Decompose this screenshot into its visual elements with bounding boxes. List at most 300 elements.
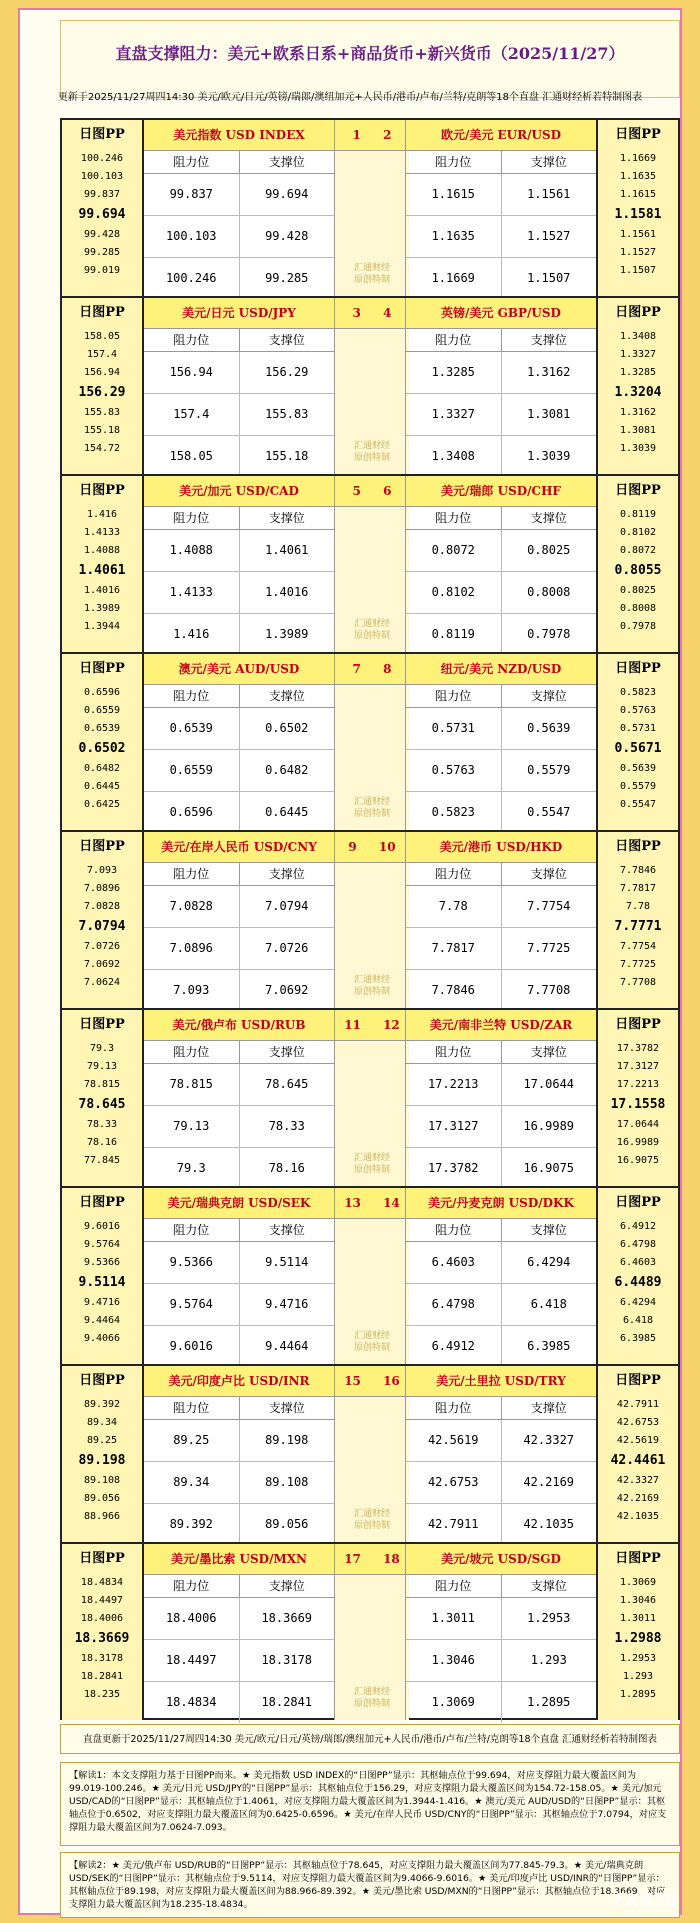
pp-level-value: 1.3011 [619, 1613, 657, 1624]
watermark-text [335, 1152, 409, 1176]
pair-table [405, 298, 596, 474]
pp-level-value: 7.7754 [619, 941, 657, 952]
support-value: 17.0644 [523, 1077, 575, 1091]
pair-table [144, 654, 335, 830]
support-value: 1.4016 [265, 585, 309, 599]
pivot-point-value: 0.5671 [614, 741, 662, 756]
resistance-value: 0.6539 [144, 708, 240, 749]
pp-level-value: 99.428 [83, 229, 121, 240]
daily-pp-header: 日图PP [615, 305, 661, 320]
resistance-value: 1.1635 [406, 216, 502, 257]
support-value: 89.056 [265, 1517, 309, 1531]
support-value: 42.2169 [523, 1475, 575, 1489]
resistance-value: 42.7911 [406, 1504, 502, 1545]
support-header: 支撑位 [530, 333, 567, 347]
level-row [144, 436, 334, 477]
pair-block [60, 1364, 680, 1542]
daily-pp-header: 日图PP [79, 661, 125, 676]
pp-level-value: 1.1615 [619, 189, 657, 200]
resistance-value: 9.5764 [144, 1284, 240, 1325]
pair-block [60, 1186, 680, 1364]
support-value: 7.0794 [265, 899, 309, 913]
daily-pp-header: 日图PP [615, 483, 661, 498]
pp-level-value: 18.235 [83, 1689, 121, 1700]
block-numbers: 11 12 [335, 1010, 409, 1041]
daily-pp-column [62, 1544, 144, 1720]
pp-level-value: 89.392 [83, 1399, 121, 1410]
level-row [144, 1598, 334, 1640]
support-header: 支撑位 [268, 1579, 305, 1593]
support-value: 1.1561 [527, 187, 571, 201]
support-value: 99.428 [265, 229, 309, 243]
level-row [144, 572, 334, 614]
pp-level-value: 7.093 [86, 865, 118, 876]
resistance-value: 0.8119 [406, 614, 502, 655]
pair-block [60, 474, 680, 652]
watermark-text [335, 262, 409, 286]
pair-table [144, 1544, 335, 1720]
resistance-value: 1.3408 [406, 436, 502, 477]
level-row [144, 614, 334, 655]
support-header: 支撑位 [530, 511, 567, 525]
pp-level-value: 9.4464 [83, 1315, 121, 1326]
level-row [406, 530, 596, 572]
level-row [144, 1420, 334, 1462]
support-value: 9.4716 [265, 1297, 309, 1311]
watermark-text [335, 796, 409, 820]
support-header: 支撑位 [530, 1401, 567, 1415]
pair-block [60, 1542, 680, 1720]
pp-level-value: 0.6539 [83, 723, 121, 734]
pair-title: 美元/印度卢比 USD/INR [144, 1366, 334, 1397]
support-header: 支撑位 [268, 511, 305, 525]
resistance-value: 79.3 [144, 1148, 240, 1189]
chart-frame [18, 8, 682, 1915]
support-value: 0.6482 [265, 763, 309, 777]
interpretation-note-1: 【解读1：本文支撑阻力基于日图PP而来。★ 美元指数 USD INDEX的“日图PP”显示：其枢轴点位于99.694，对应支撑阻力最大覆盖区间为99.019-100.246。★ 美元/日元 USD/JPY的“日图PP”显示：其枢轴点位于156.29，对应支撑阻力最大覆盖区间为154.72-158.05。★ 美元/加元 USD/CAD的“日图PP”显示：其枢轴点位于1.4061，对应支撑阻力最大覆盖区间为1.3944-1.416。★ 澳元/美元 AUD/USD的“日图PP”显示：其枢轴点位于0.6502，对应支撑阻力最大覆盖区间为0.6425-0.6596。★ 美元/在岸人民币 USD/CNY的“日图PP”显示：其枢轴点位于7.0794，对应支撑阻力最大覆盖区间为7.0624-7.093。 [60, 1762, 680, 1846]
daily-pp-column [62, 832, 144, 1008]
resistance-header: 阻力位 [144, 685, 240, 707]
level-header-row [144, 1575, 334, 1598]
level-row [406, 1420, 596, 1462]
watermark-text [335, 1330, 409, 1354]
pp-level-value: 1.3046 [619, 1595, 657, 1606]
pp-level-value: 1.1561 [619, 229, 657, 240]
level-row [144, 928, 334, 970]
level-row [406, 258, 596, 299]
block-numbers: 17 18 [335, 1544, 409, 1575]
pair-table [144, 832, 335, 1008]
pair-table [144, 298, 335, 474]
level-row [144, 1682, 334, 1723]
resistance-header: 阻力位 [144, 1575, 240, 1597]
support-value: 0.8025 [527, 543, 571, 557]
resistance-value: 157.4 [144, 394, 240, 435]
level-row [406, 1064, 596, 1106]
brand-watermark: FX678 [614, 1890, 678, 1911]
pivot-point-value: 42.4461 [610, 1453, 666, 1468]
support-value: 1.3989 [265, 627, 309, 641]
pp-level-value: 16.9989 [616, 1137, 660, 1148]
watermark-line-2: 原创特制 [353, 1521, 390, 1531]
daily-pp-column [62, 1366, 144, 1542]
pp-level-value: 78.33 [86, 1119, 118, 1130]
pivot-point-value: 1.3204 [614, 385, 662, 400]
pp-level-value: 1.3162 [619, 407, 657, 418]
block-numbers: 3 4 [335, 298, 409, 329]
support-header: 支撑位 [268, 1401, 305, 1415]
support-header: 支撑位 [530, 155, 567, 169]
pp-level-value: 18.4497 [80, 1595, 124, 1606]
pp-level-value: 17.3782 [616, 1043, 660, 1054]
daily-pp-header: 日图PP [79, 127, 125, 142]
pair-table [405, 476, 596, 652]
support-value: 1.2953 [527, 1611, 571, 1625]
pp-level-value: 42.3327 [616, 1475, 660, 1486]
support-header: 支撑位 [268, 1223, 305, 1237]
watermark-line-2: 原创特制 [353, 1699, 390, 1709]
resistance-value: 79.13 [144, 1106, 240, 1147]
daily-pp-header: 日图PP [615, 1551, 661, 1566]
pivot-point-value: 17.1558 [610, 1097, 666, 1112]
watermark-line-1: 汇通财经 [353, 619, 390, 629]
watermark-line-2: 原创特制 [353, 809, 390, 819]
pp-level-value: 42.7911 [616, 1399, 660, 1410]
daily-pp-header: 日图PP [615, 1373, 661, 1388]
pp-level-value: 7.0692 [83, 959, 121, 970]
daily-pp-column [62, 476, 144, 652]
pp-level-value: 79.3 [89, 1043, 115, 1054]
watermark-line-1: 汇通财经 [353, 797, 390, 807]
support-header: 支撑位 [530, 1223, 567, 1237]
level-row [144, 394, 334, 436]
support-value: 1.3039 [527, 449, 571, 463]
resistance-header: 阻力位 [406, 1219, 502, 1241]
block-numbers: 1 2 [335, 120, 409, 151]
resistance-value: 78.815 [144, 1064, 240, 1105]
pp-level-value: 1.3408 [619, 331, 657, 342]
resistance-header: 阻力位 [144, 1041, 240, 1063]
daily-pp-header: 日图PP [79, 1017, 125, 1032]
level-header-row [406, 507, 596, 530]
resistance-header: 阻力位 [406, 1041, 502, 1063]
pp-level-value: 1.3039 [619, 443, 657, 454]
pp-level-value: 7.7846 [619, 865, 657, 876]
resistance-value: 42.5619 [406, 1420, 502, 1461]
support-value: 7.0692 [265, 983, 309, 997]
resistance-header: 阻力位 [406, 507, 502, 529]
level-row [144, 1284, 334, 1326]
level-header-row [144, 1397, 334, 1420]
resistance-value: 7.0828 [144, 886, 240, 927]
pivot-point-value: 0.6502 [78, 741, 126, 756]
pp-level-value: 18.4006 [80, 1613, 124, 1624]
resistance-value: 7.7817 [406, 928, 502, 969]
pivot-point-value: 1.2988 [614, 1631, 662, 1646]
support-header: 支撑位 [268, 1045, 305, 1059]
pp-level-value: 0.5763 [619, 705, 657, 716]
watermark-text [335, 440, 409, 464]
resistance-value: 100.246 [144, 258, 240, 299]
support-header: 支撑位 [530, 867, 567, 881]
pp-level-value: 1.293 [622, 1671, 654, 1682]
pp-level-value: 9.6016 [83, 1221, 121, 1232]
pair-title: 欧元/美元 EUR/USD [406, 120, 596, 151]
pair-title: 纽元/美元 NZD/USD [406, 654, 596, 685]
daily-pp-column [596, 832, 678, 1008]
pp-level-value: 9.5366 [83, 1257, 121, 1268]
block-numbers: 7 8 [335, 654, 409, 685]
resistance-value: 18.4006 [144, 1598, 240, 1639]
pair-block [60, 296, 680, 474]
pp-level-value: 88.966 [83, 1511, 121, 1522]
pp-level-value: 0.5639 [619, 763, 657, 774]
resistance-value: 89.34 [144, 1462, 240, 1503]
level-header-row [406, 151, 596, 174]
support-value: 7.0726 [265, 941, 309, 955]
support-header: 支撑位 [268, 689, 305, 703]
support-value: 6.3985 [527, 1339, 571, 1353]
resistance-value: 6.4603 [406, 1242, 502, 1283]
pp-level-value: 0.5547 [619, 799, 657, 810]
support-value: 0.5639 [527, 721, 571, 735]
level-row [406, 708, 596, 750]
level-row [144, 1326, 334, 1367]
pp-level-value: 89.108 [83, 1475, 121, 1486]
watermark-line-2: 原创特制 [353, 1165, 390, 1175]
pp-level-value: 1.2953 [619, 1653, 657, 1664]
pp-level-value: 18.2841 [80, 1671, 124, 1682]
pair-title: 美元/丹麦克朗 USD/DKK [406, 1188, 596, 1219]
block-number-column [335, 120, 409, 296]
level-header-row [406, 329, 596, 352]
watermark-text [335, 1686, 409, 1710]
pp-level-value: 1.3944 [83, 621, 121, 632]
pair-title: 英镑/美元 GBP/USD [406, 298, 596, 329]
level-row [406, 1682, 596, 1723]
watermark-line-1: 汇通财经 [353, 441, 390, 451]
pivot-point-value: 7.7771 [614, 919, 662, 934]
pair-title: 美元/日元 USD/JPY [144, 298, 334, 329]
block-number-column [335, 1010, 409, 1186]
pp-level-value: 0.8072 [619, 545, 657, 556]
pp-level-value: 7.0726 [83, 941, 121, 952]
resistance-value: 0.8072 [406, 530, 502, 571]
pp-level-value: 18.4834 [80, 1577, 124, 1588]
resistance-value: 17.2213 [406, 1064, 502, 1105]
resistance-header: 阻力位 [406, 329, 502, 351]
pair-title: 美元/墨比索 USD/MXN [144, 1544, 334, 1575]
resistance-value: 7.0896 [144, 928, 240, 969]
pp-level-value: 158.05 [83, 331, 121, 342]
resistance-value: 1.1669 [406, 258, 502, 299]
resistance-value: 89.25 [144, 1420, 240, 1461]
level-row [406, 970, 596, 1011]
resistance-value: 0.6559 [144, 750, 240, 791]
block-number-column [335, 654, 409, 830]
pp-level-value: 17.2213 [616, 1079, 660, 1090]
pair-table [144, 1366, 335, 1542]
daily-pp-header: 日图PP [79, 1195, 125, 1210]
pp-level-value: 100.103 [80, 171, 124, 182]
pair-title: 美元/加元 USD/CAD [144, 476, 334, 507]
pp-level-value: 1.1669 [619, 153, 657, 164]
watermark-line-1: 汇通财经 [353, 1509, 390, 1519]
pair-table [405, 1544, 596, 1720]
pp-level-value: 0.5731 [619, 723, 657, 734]
pp-level-value: 1.3069 [619, 1577, 657, 1588]
daily-pp-column [596, 1544, 678, 1720]
level-row [144, 1640, 334, 1682]
level-row [406, 216, 596, 258]
pp-level-value: 1.4088 [83, 545, 121, 556]
pair-table [144, 476, 335, 652]
level-row [406, 436, 596, 477]
level-row [406, 750, 596, 792]
pair-table [144, 120, 335, 296]
support-value: 9.5114 [265, 1255, 309, 1269]
daily-pp-column [62, 120, 144, 296]
resistance-value: 1.3327 [406, 394, 502, 435]
pivot-point-value: 1.1581 [614, 207, 662, 222]
level-row [144, 792, 334, 833]
watermark-line-2: 原创特制 [353, 1343, 390, 1353]
daily-pp-column [596, 476, 678, 652]
level-row [144, 1242, 334, 1284]
support-value: 42.1035 [523, 1517, 575, 1531]
support-value: 0.5547 [527, 805, 571, 819]
support-value: 1.2895 [527, 1695, 571, 1709]
pivot-point-value: 18.3669 [74, 1631, 130, 1646]
pivot-table [60, 118, 680, 1720]
watermark-line-1: 汇通财经 [353, 1687, 390, 1697]
pair-title: 美元/瑞郎 USD/CHF [406, 476, 596, 507]
resistance-value: 9.6016 [144, 1326, 240, 1367]
pp-level-value: 99.285 [83, 247, 121, 258]
support-value: 0.6445 [265, 805, 309, 819]
support-value: 99.694 [265, 187, 309, 201]
level-header-row [406, 1575, 596, 1598]
resistance-value: 18.4834 [144, 1682, 240, 1723]
support-header: 支撑位 [530, 689, 567, 703]
pair-block [60, 118, 680, 296]
pivot-point-value: 7.0794 [78, 919, 126, 934]
watermark-text [335, 1508, 409, 1532]
pp-level-value: 6.3985 [619, 1333, 657, 1344]
level-row [406, 1640, 596, 1682]
level-header-row [144, 863, 334, 886]
block-numbers: 9 10 [335, 832, 409, 863]
resistance-value: 0.5763 [406, 750, 502, 791]
support-value: 0.8008 [527, 585, 571, 599]
pp-level-value: 6.4912 [619, 1221, 657, 1232]
resistance-value: 156.94 [144, 352, 240, 393]
level-row [406, 1148, 596, 1189]
watermark-line-1: 汇通财经 [353, 263, 390, 273]
pp-level-value: 1.416 [86, 509, 118, 520]
pp-level-value: 6.4294 [619, 1297, 657, 1308]
daily-pp-header: 日图PP [615, 1195, 661, 1210]
pair-title: 美元指数 USD INDEX [144, 120, 334, 151]
pp-level-value: 0.5823 [619, 687, 657, 698]
resistance-value: 1.4088 [144, 530, 240, 571]
daily-pp-header: 日图PP [615, 1017, 661, 1032]
resistance-header: 阻力位 [144, 863, 240, 885]
block-number-column [335, 832, 409, 1008]
level-header-row [144, 507, 334, 530]
pp-level-value: 7.0828 [83, 901, 121, 912]
pp-level-value: 99.019 [83, 265, 121, 276]
pp-level-value: 0.6425 [83, 799, 121, 810]
pair-block [60, 652, 680, 830]
resistance-header: 阻力位 [144, 1397, 240, 1419]
level-row [406, 614, 596, 655]
level-header-row [406, 863, 596, 886]
level-row [406, 1462, 596, 1504]
level-row [144, 1064, 334, 1106]
pair-title: 美元/南非兰特 USD/ZAR [406, 1010, 596, 1041]
level-header-row [144, 151, 334, 174]
pp-level-value: 0.6596 [83, 687, 121, 698]
pp-level-value: 18.3178 [80, 1653, 124, 1664]
level-row [406, 352, 596, 394]
daily-pp-header: 日图PP [79, 1373, 125, 1388]
block-number-column [335, 298, 409, 474]
pair-table [405, 120, 596, 296]
resistance-value: 100.103 [144, 216, 240, 257]
support-value: 6.418 [530, 1297, 567, 1311]
pp-level-value: 7.7817 [619, 883, 657, 894]
watermark-line-2: 原创特制 [353, 453, 390, 463]
watermark-text [335, 618, 409, 642]
watermark-line-1: 汇通财经 [353, 1153, 390, 1163]
daily-pp-header: 日图PP [615, 839, 661, 854]
pp-level-value: 1.1507 [619, 265, 657, 276]
support-value: 78.645 [265, 1077, 309, 1091]
resistance-value: 7.7846 [406, 970, 502, 1011]
level-header-row [406, 1397, 596, 1420]
pp-level-value: 78.16 [86, 1137, 118, 1148]
resistance-value: 6.4798 [406, 1284, 502, 1325]
pp-level-value: 155.18 [83, 425, 121, 436]
daily-pp-header: 日图PP [615, 661, 661, 676]
watermark-text [335, 974, 409, 998]
support-header: 支撑位 [268, 867, 305, 881]
pp-level-value: 17.3127 [616, 1061, 660, 1072]
block-numbers: 15 16 [335, 1366, 409, 1397]
support-value: 7.7725 [527, 941, 571, 955]
level-row [406, 1242, 596, 1284]
pair-title: 美元/坡元 USD/SGD [406, 1544, 596, 1575]
pair-table [405, 654, 596, 830]
resistance-header: 阻力位 [144, 1219, 240, 1241]
support-header: 支撑位 [268, 155, 305, 169]
daily-pp-column [62, 298, 144, 474]
pp-level-value: 1.1527 [619, 247, 657, 258]
pair-title: 美元/港币 USD/HKD [406, 832, 596, 863]
level-row [144, 1462, 334, 1504]
level-row [406, 886, 596, 928]
daily-pp-column [596, 654, 678, 830]
support-value: 1.4061 [265, 543, 309, 557]
support-value: 18.2841 [261, 1695, 313, 1709]
resistance-value: 1.1615 [406, 174, 502, 215]
pp-level-value: 157.4 [86, 349, 118, 360]
pivot-point-value: 99.694 [78, 207, 126, 222]
level-row [144, 1106, 334, 1148]
support-value: 1.1507 [527, 271, 571, 285]
pivot-point-value: 156.29 [78, 385, 126, 400]
